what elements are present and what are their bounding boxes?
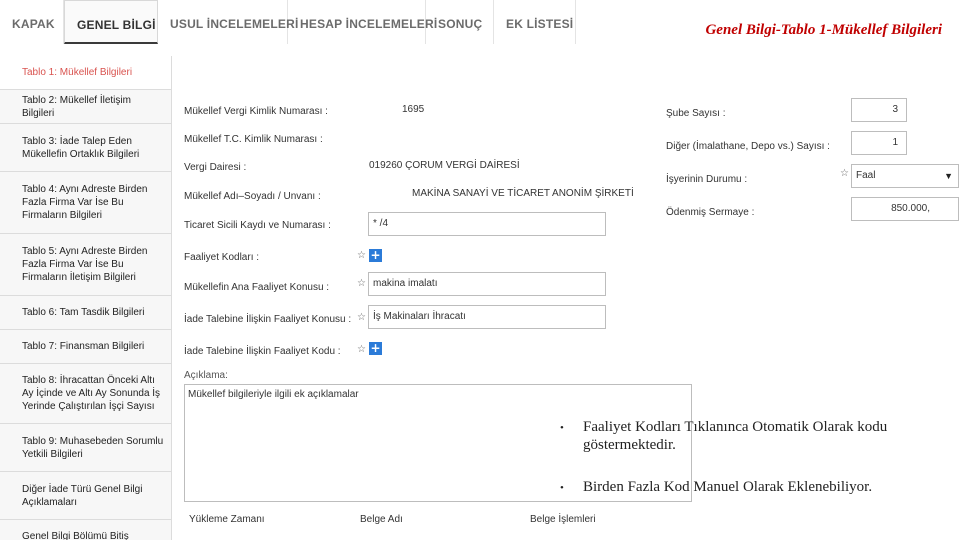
tab-kapak[interactable]: KAPAK: [0, 0, 64, 44]
table-header-yukleme-zamani: Yükleme Zamanı: [189, 514, 265, 525]
star-icon[interactable]: ☆: [357, 344, 366, 355]
faaliyet-kodlari-label: Faaliyet Kodları :: [184, 252, 260, 263]
sidebar-item-bitis[interactable]: Genel Bilgi Bölümü Bitiş: [0, 520, 171, 540]
bullet-icon: •: [560, 482, 564, 494]
star-icon[interactable]: ☆: [357, 312, 366, 323]
table-header-belge-adi: Belge Adı: [360, 514, 403, 525]
sidebar-item-tablo-4[interactable]: Tablo 4: Aynı Adreste Birden Fazla Firma Var İse Bu Firmaların Bilgileri: [0, 172, 171, 234]
isyeri-durumu-select[interactable]: [851, 164, 959, 188]
list-item: [560, 478, 950, 497]
isyeri-durumu-label: İşyerinin Durumu :: [666, 174, 748, 185]
plus-icon[interactable]: +: [370, 341, 381, 355]
sidebar-item-tablo-7[interactable]: Tablo 7: Finansman Bilgileri: [0, 330, 171, 364]
note-text: Faaliyet Kodları Tıklanınca Otomatik Olarak kodu göstermektedir.: [583, 419, 888, 453]
ticaret-sicil-input[interactable]: * /4: [368, 212, 606, 236]
sube-sayisi-label: Şube Sayısı :: [666, 108, 726, 119]
sidebar-item-tablo-3[interactable]: Tablo 3: İade Talep Eden Mükellefin Ortaklık Bilgileri: [0, 124, 171, 172]
tab-genel-bilgi[interactable]: GENEL BİLGİ: [64, 0, 158, 44]
tab-bar: [0, 0, 576, 44]
iade-faaliyet-kodu-label: İade Talebine İlişkin Faaliyet Kodu :: [184, 346, 341, 357]
plus-icon[interactable]: +: [370, 248, 381, 262]
tckn-label: Mükellef T.C. Kimlik Numarası :: [184, 134, 323, 145]
iade-faaliyet-konusu-label: İade Talebine İlişkin Faaliyet Konusu :: [184, 314, 352, 325]
vergi-dairesi-label: Vergi Dairesi :: [184, 162, 247, 173]
unvan-value: MAKİNA SANAYİ VE TİCARET ANONİM ŞİRKETİ: [412, 188, 634, 199]
diger-sayisi-input[interactable]: 1: [851, 131, 907, 155]
slide-title: Genel Bilgi-Tablo 1-Mükellef Bilgileri: [705, 22, 942, 38]
tab-sonuc[interactable]: SONUÇ: [426, 0, 494, 44]
note-text: Birden Fazla Kod Manuel Olarak Eklenebiliyor.: [583, 479, 873, 495]
isyeri-durumu-value: Faal: [856, 170, 876, 181]
sidebar: [0, 56, 172, 540]
sidebar-item-tablo-2[interactable]: Tablo 2: Mükellef İletişim Bilgileri: [0, 90, 171, 124]
bullet-icon: •: [560, 422, 564, 434]
ana-faaliyet-input[interactable]: makina imalatı: [368, 272, 606, 296]
aciklama-label: Açıklama:: [184, 370, 228, 381]
vergi-dairesi-value: 019260 ÇORUM VERGİ DAİRESİ: [369, 160, 520, 171]
diger-sayisi-label: Diğer (İmalathane, Depo vs.) Sayısı :: [666, 141, 830, 152]
sidebar-item-tablo-5[interactable]: Tablo 5: Aynı Adreste Birden Fazla Firma Var İse Bu Firmaların İletişim Bilgileri: [0, 234, 171, 296]
tab-ek-listesi[interactable]: EK LİSTESİ: [494, 0, 576, 44]
ticaret-sicil-label: Ticaret Sicili Kaydı ve Numarası :: [184, 220, 331, 231]
list-item: [560, 418, 950, 454]
sidebar-item-tablo-6[interactable]: Tablo 6: Tam Tasdik Bilgileri: [0, 296, 171, 330]
star-icon[interactable]: ☆: [357, 250, 366, 261]
ana-faaliyet-label: Mükellefin Ana Faaliyet Konusu :: [184, 282, 330, 293]
aciklama-textarea[interactable]: Mükellef bilgileriyle ilgili ek açıklamalar: [184, 384, 692, 502]
chevron-down-icon: ▼: [944, 171, 953, 181]
star-icon[interactable]: ☆: [840, 168, 849, 179]
odenmis-sermaye-input[interactable]: 850.000,: [851, 197, 959, 221]
iade-faaliyet-konusu-input[interactable]: İş Makinaları İhracatı: [368, 305, 606, 329]
tab-hesap-incelemeleri[interactable]: HESAP İNCELEMELERİ: [288, 0, 426, 44]
sube-sayisi-input[interactable]: 3: [851, 98, 907, 122]
sidebar-item-tablo-1[interactable]: Tablo 1: Mükellef Bilgileri: [0, 56, 171, 90]
odenmis-sermaye-label: Ödenmiş Sermaye :: [666, 207, 755, 218]
tab-usul-incelemeleri[interactable]: USUL İNCELEMELERİ: [158, 0, 288, 44]
sidebar-item-diger-iade[interactable]: Diğer İade Türü Genel Bilgi Açıklamaları: [0, 472, 171, 520]
vkn-value: 1695: [402, 104, 425, 115]
vkn-label: Mükellef Vergi Kimlik Numarası :: [184, 106, 328, 117]
star-icon[interactable]: ☆: [357, 278, 366, 289]
table-header-belge-islemleri: Belge İşlemleri: [530, 514, 596, 525]
sidebar-item-tablo-8[interactable]: Tablo 8: İhracattan Önceki Altı Ay İçinde ve Altı Ay Sonunda İş Yerinde Çalıştırılan İşçi Sayısı: [0, 364, 171, 424]
unvan-label: Mükellef Adı–Soyadı / Unvanı :: [184, 191, 321, 202]
notes-list: [560, 418, 950, 521]
sidebar-item-tablo-9[interactable]: Tablo 9: Muhasebeden Sorumlu Yetkili Bilgileri: [0, 424, 171, 472]
